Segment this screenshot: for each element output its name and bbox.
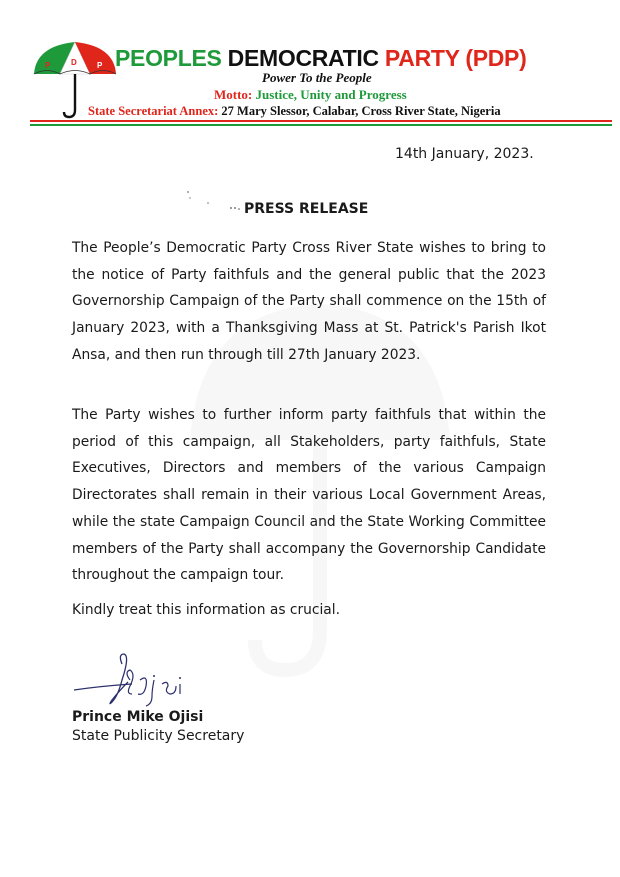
body-paragraph-2: The Party wishes to further inform party faithfuls that within the period of this campaign, all Stakeholders, party faithfuls, State Executives, Directors and members of the various Campaign Directorates shall remain in their various Local Government Areas, while the state Campaign Council and the State Working Committee members of the Party shall accompany the Governorship Candidate throughout the campaign tour. <box>72 407 546 584</box>
motto-value: Justice, Unity and Progress <box>255 87 407 102</box>
logo-letter-p1: P <box>45 61 51 70</box>
logo-letter-d: D <box>71 58 77 67</box>
letterhead <box>0 0 620 130</box>
press-release-heading: PRESS RELEASE <box>244 201 369 217</box>
address-label: State Secretariat Annex: <box>88 104 219 118</box>
party-name-peoples: PEOPLES <box>115 45 222 71</box>
address-value: 27 Mary Slessor, Calabar, Cross River State, Nigeria <box>221 104 501 118</box>
body-paragraph-1: The People’s Democratic Party Cross River State wishes to bring to the notice of Party faithfuls and the general public that the 2023 Governorship Campaign of the Party shall commence on the 15th of January 2023, with a Thanksgiving Mass at St. Patrick's Parish Ikot Ansa, and then run through till 27th January 2023. <box>72 240 546 363</box>
motto <box>214 87 407 103</box>
body-paragraph-3: Kindly treat this information as crucial. <box>72 602 340 618</box>
signatory-title: State Publicity Secretary <box>72 728 245 744</box>
slogan: Power To the People <box>262 70 372 85</box>
release-date: 14th January, 2023. <box>395 146 534 162</box>
party-name-party-pdp: PARTY (PDP) <box>384 45 527 71</box>
letterhead-divider-red <box>30 120 612 122</box>
letterhead-divider-green <box>30 124 612 126</box>
motto-label: Motto: <box>214 87 253 102</box>
signatory-name: Prince Mike Ojisi <box>72 709 204 725</box>
logo-letter-p2: P <box>97 61 103 70</box>
signature <box>72 650 202 712</box>
scan-specks <box>182 186 252 216</box>
secretariat-address <box>88 104 501 119</box>
party-name-democratic: DEMOCRATIC <box>227 45 379 71</box>
party-name <box>115 43 605 73</box>
